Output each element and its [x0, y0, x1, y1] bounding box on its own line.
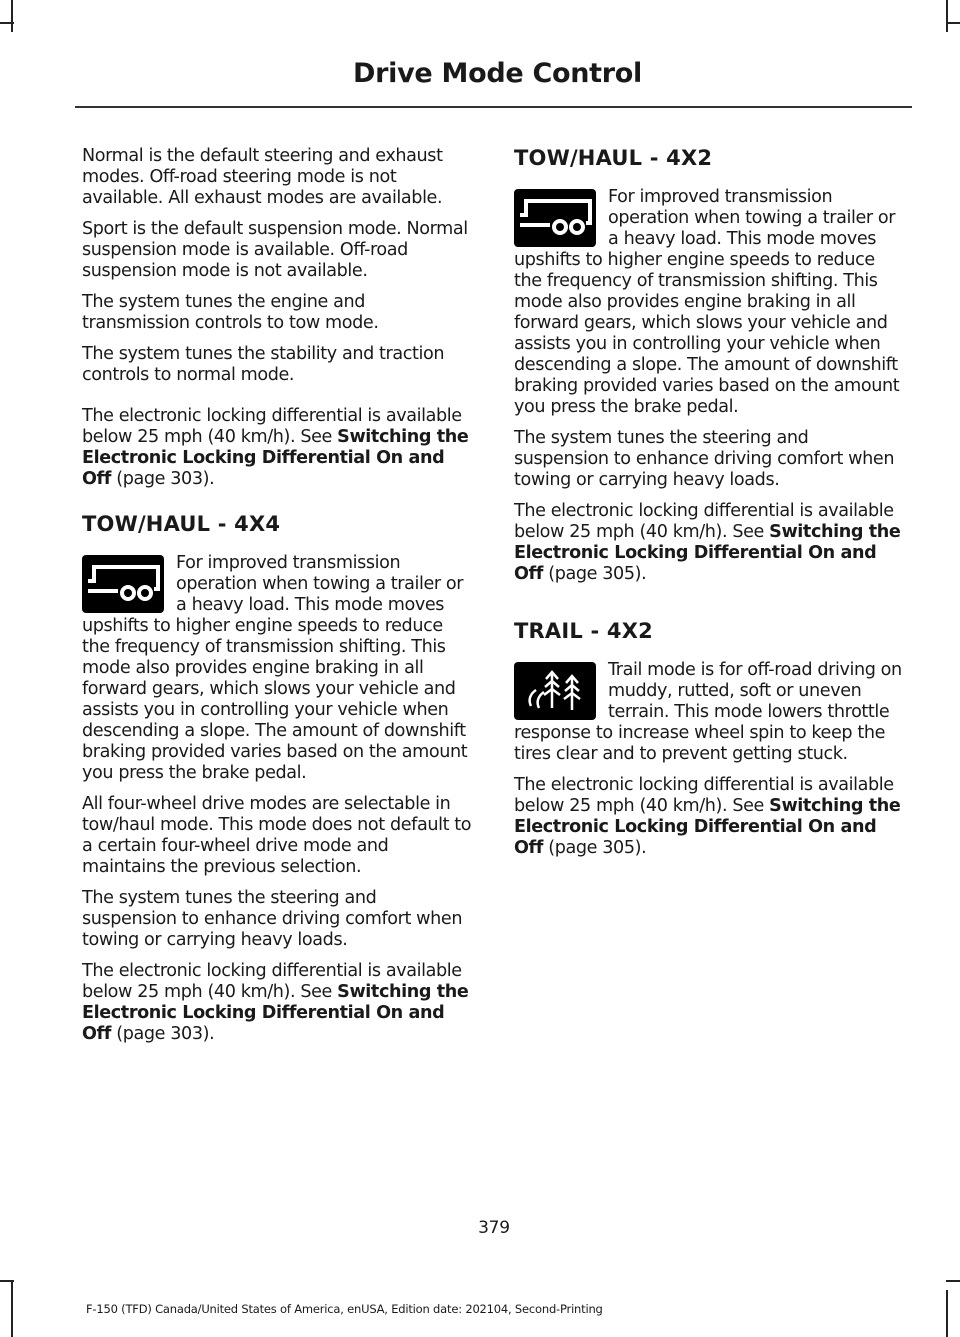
paragraph: All four-wheel drive modes are selectable in tow/haul mode. This mode does not default to a certain four-wheel drive mode and maintains the previous selection.: [82, 794, 472, 877]
paragraph-text: The electronic locking differential is available below 25 mph (40 km/h). See: [514, 501, 894, 542]
paragraph: The system tunes the engine and transmission controls to tow mode.: [82, 292, 379, 333]
paragraph: The system tunes the steering and suspension to enhance driving comfort when towing or carrying heavy loads.: [82, 888, 463, 950]
section-heading: TOW/HAUL - 4X4: [82, 512, 281, 536]
cross-reference-link[interactable]: Switching the Electronic Locking Differential On and Off: [514, 522, 901, 584]
section-heading: TRAIL - 4X2: [514, 619, 653, 643]
crop-mark: [11, 1280, 13, 1337]
crop-mark: [0, 22, 14, 24]
page-number: 379: [478, 1218, 510, 1238]
trail-mode-icon: [514, 662, 596, 720]
cross-reference-link[interactable]: Switching the Electronic Locking Differential On and Off: [514, 796, 901, 858]
crop-mark: [0, 1280, 14, 1282]
paragraph: [82, 961, 474, 1045]
paragraph: Normal is the default steering and exhaust modes. Off-road steering mode is not available. All exhaust modes are available.: [82, 146, 443, 208]
paragraph: [514, 775, 906, 859]
tow-haul-icon: [514, 189, 596, 247]
crop-mark: [11, 0, 13, 32]
paragraph: [514, 501, 906, 585]
left-column: [82, 146, 474, 1055]
paragraph: For improved transmission operation when towing a trailer or a heavy load. This mode moves upshifts to higher engine speeds to reduce the frequency of transmission shifting. This mode also provides engine braking in all forward gears, which slows your vehicle and assists you in controlling your vehicle when descending a slope. The amount of downshift braking provided varies based on the amount you press the brake pedal.: [514, 187, 900, 417]
right-column: [514, 146, 906, 869]
page-reference: (page 303).: [111, 469, 215, 489]
paragraph: Trail mode is for off-road driving on muddy, rutted, soft or uneven terrain. This mode lowers throttle response to increase wheel spin to keep the tires clear and to prevent getting stuck.: [514, 660, 902, 764]
section-heading: TOW/HAUL - 4X2: [514, 146, 713, 170]
crop-mark: [946, 22, 960, 24]
crop-mark: [946, 0, 948, 32]
paragraph-text: The electronic locking differential is available below 25 mph (40 km/h). See: [82, 406, 462, 447]
paragraph: The system tunes the steering and suspension to enhance driving comfort when towing or carrying heavy loads.: [514, 428, 895, 490]
page-title: Drive Mode Control: [353, 58, 642, 89]
page-reference: (page 305).: [543, 838, 647, 858]
paragraph: Sport is the default suspension mode. Normal suspension mode is available. Off-road suspension mode is not available.: [82, 219, 468, 281]
header-divider: [75, 106, 912, 108]
page-reference: (page 305).: [543, 564, 647, 584]
tow-haul-icon: [82, 555, 164, 613]
page-reference: (page 303).: [111, 1024, 215, 1044]
cross-reference-link[interactable]: Switching the Electronic Locking Differential On and Off: [82, 427, 469, 489]
crop-mark: [946, 1290, 948, 1337]
paragraph-text: The electronic locking differential is available below 25 mph (40 km/h). See: [514, 775, 894, 816]
cross-reference-link[interactable]: Switching the Electronic Locking Differential On and Off: [82, 982, 469, 1044]
paragraph: For improved transmission operation when towing a trailer or a heavy load. This mode moves upshifts to higher engine speeds to reduce the frequency of transmission shifting. This mode also provides engine braking in all forward gears, which slows your vehicle and assists you in controlling your vehicle when descending a slope. The amount of downshift braking provided varies based on the amount you press the brake pedal.: [82, 553, 468, 783]
paragraph: [82, 406, 474, 490]
crop-mark: [946, 1280, 960, 1282]
footer-text: F-150 (TFD) Canada/United States of America, enUSA, Edition date: 202104, Second-Printing: [86, 1302, 603, 1316]
paragraph-text: The electronic locking differential is available below 25 mph (40 km/h). See: [82, 961, 462, 1002]
paragraph: The system tunes the stability and traction controls to normal mode.: [82, 344, 445, 385]
